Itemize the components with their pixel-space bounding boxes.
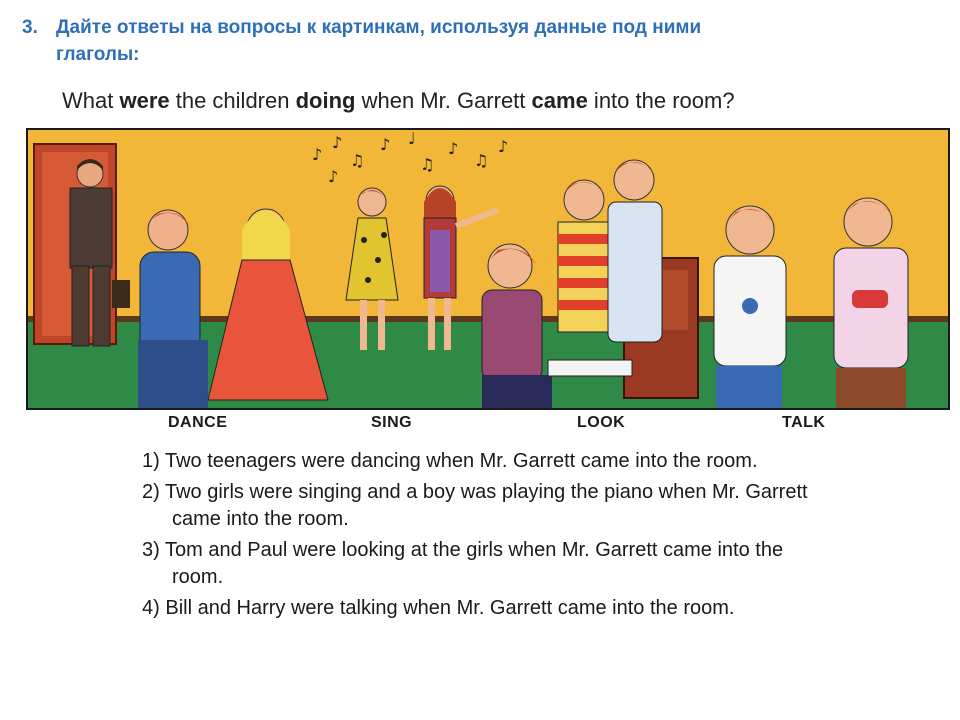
answer-text-continued: came into the room. bbox=[172, 508, 349, 530]
svg-text:♫: ♫ bbox=[474, 151, 489, 170]
svg-text:♪: ♪ bbox=[498, 137, 509, 156]
classroom-illustration bbox=[26, 128, 950, 410]
verb-labels bbox=[0, 414, 960, 438]
answer-item bbox=[142, 479, 942, 533]
question-text: What bbox=[62, 88, 120, 113]
svg-text:♪: ♪ bbox=[380, 135, 391, 154]
question-text: into the room? bbox=[587, 88, 735, 113]
svg-text:♫: ♫ bbox=[350, 151, 365, 170]
question bbox=[62, 86, 902, 116]
verb-talk: TALK bbox=[782, 414, 826, 431]
svg-text:♪: ♪ bbox=[328, 167, 339, 186]
exercise-instruction bbox=[22, 14, 922, 68]
answer-item bbox=[142, 537, 942, 591]
svg-text:♩: ♩ bbox=[408, 130, 416, 148]
question-bold-were: were bbox=[119, 88, 170, 113]
question-bold-came: came bbox=[531, 88, 588, 113]
answer-text: Bill and Harry were talking when Mr. Garrett came into the room. bbox=[165, 597, 735, 619]
answer-number: 1) bbox=[142, 450, 160, 472]
instruction-line-2: глаголы: bbox=[56, 44, 140, 65]
verb-look: LOOK bbox=[577, 414, 626, 431]
svg-text:♫: ♫ bbox=[420, 155, 435, 174]
answer-text: Tom and Paul were looking at the girls when Mr. Garrett came into the bbox=[165, 539, 784, 561]
svg-text:♪: ♪ bbox=[332, 133, 343, 152]
svg-text:♪: ♪ bbox=[448, 139, 459, 158]
answer-number: 3) bbox=[142, 539, 160, 561]
looking-boy-1-icon bbox=[558, 180, 612, 332]
verb-dance: DANCE bbox=[168, 414, 228, 431]
answer-text: Two girls were singing and a boy was playing the piano when Mr. Garrett bbox=[165, 481, 808, 503]
question-text: when Mr. Garrett bbox=[355, 88, 532, 113]
answer-number: 2) bbox=[142, 481, 160, 503]
verb-sing: SING bbox=[371, 414, 413, 431]
exercise-number: 3. bbox=[22, 17, 38, 38]
answer-text-continued: room. bbox=[172, 566, 224, 588]
answers-list bbox=[142, 448, 942, 626]
instruction-line-1: Дайте ответы на вопросы к картинкам, используя данные под ними bbox=[56, 17, 702, 38]
classroom-scene bbox=[28, 130, 948, 408]
answer-number: 4) bbox=[142, 597, 160, 619]
question-bold-doing: doing bbox=[295, 88, 356, 113]
svg-text:♪: ♪ bbox=[312, 145, 323, 164]
answer-item bbox=[142, 448, 942, 475]
answer-text: Two teenagers were dancing when Mr. Garrett came into the room. bbox=[165, 450, 758, 472]
answer-item bbox=[142, 595, 942, 622]
question-text: the children bbox=[169, 88, 296, 113]
